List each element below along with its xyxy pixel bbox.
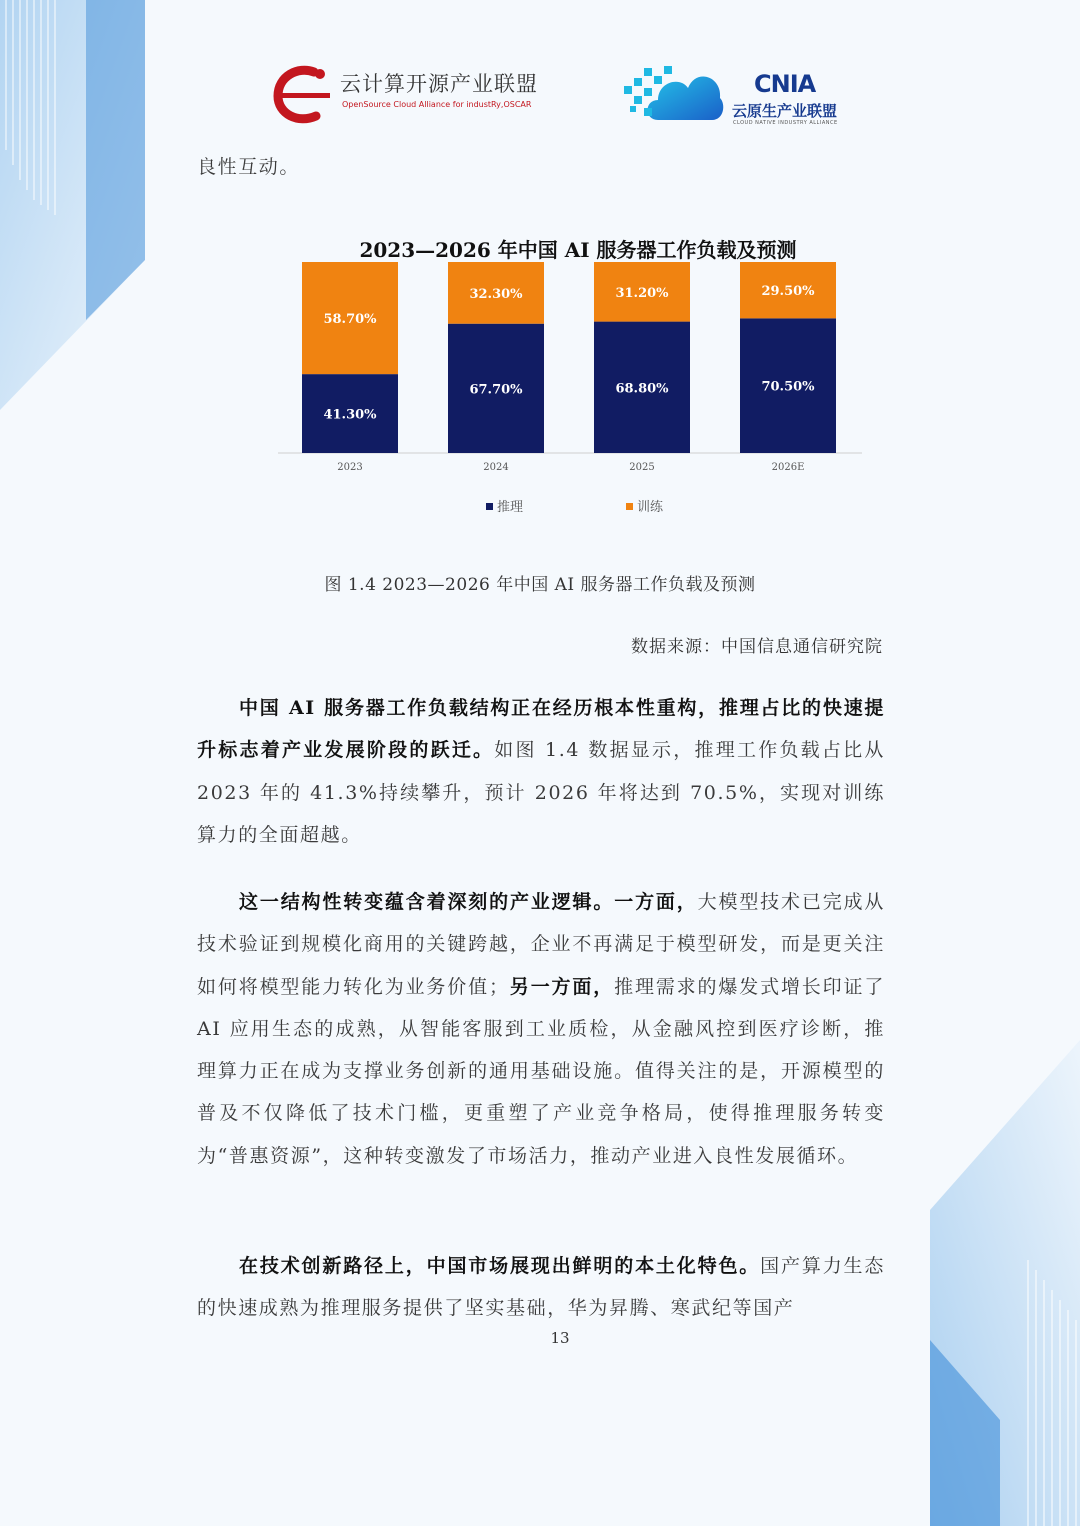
cnia-abbr: CNIA	[754, 70, 816, 98]
x-tick-label-2023: 2023	[337, 462, 363, 473]
x-tick-label-2024: 2024	[483, 462, 509, 473]
cnia-cloud-icon	[622, 62, 726, 128]
cnia-logo	[622, 62, 852, 128]
x-tick-label-2026E: 2026E	[771, 462, 805, 473]
paragraph-2-text-2: 推理需求的爆发式增长印证了 AI 应用生态的成熟，从智能客服到工业质检，从金融风控到医疗诊断，推理算力正在成为支撑业务创新的通用基础设施。值得关注的是，开源模型的普及不仅降低了技术门槛，更重塑了产业竞争格局，使得推理服务转变为“普惠资源”，这种转变激发了市场活力，推动产业进入良性发展循环。	[197, 975, 885, 1167]
page-number: 13	[550, 1329, 570, 1347]
figure-caption: 图 1.4 2023—2026 年中国 AI 服务器工作负载及预测	[324, 575, 756, 595]
paragraph-3-text: 国产算力生态的快速成熟为推理服务提供了坚实基础，华为昇腾、寒武纪等国产	[197, 1255, 885, 1320]
legend-swatch-training	[626, 503, 633, 510]
bar-label-2025-training: 31.20%	[615, 285, 669, 301]
corner-decoration-top-left	[0, 0, 160, 420]
bar-label-2025-inference: 68.80%	[615, 381, 669, 397]
oscar-name-en: OpenSource Cloud Alliance for industRy,OSCAR	[342, 100, 532, 109]
oscar-logo	[270, 62, 560, 124]
chart-title: 2023—2026 年中国 AI 服务器工作负载及预测	[359, 238, 797, 262]
paragraph-2-bold-2: 另一方面，	[509, 975, 615, 998]
corner-decoration-bottom-right	[920, 1040, 1080, 1526]
paragraph-1-bold: 中国 AI 服务器工作负载结构正在经历根本性重构，推理占比的快速提升标志着产业发展阶段的跃迁。	[197, 697, 885, 762]
paragraph-3-bold: 在技术创新路径上，中国市场展现出鲜明的本土化特色。	[239, 1255, 761, 1277]
oscar-name-cn: 云计算开源产业联盟	[340, 72, 538, 96]
bar-label-2026E-inference: 70.50%	[761, 379, 815, 395]
legend-swatch-inference	[486, 503, 493, 510]
paragraph-1-text: 如图 1.4 数据显示，推理工作负载占比从 2023 年的 41.3%持续攀升，预计 2026 年将达到 70.5%，实现对训练算力的全面超越。	[197, 739, 885, 846]
bar-label-2024-inference: 67.70%	[469, 382, 523, 398]
paragraph-2-text: 大模型技术已完成从技术验证到规模化商用的关键跨越，企业不再满足于模型研发，而是更关注如何将模型能力转化为业务价值；	[197, 891, 885, 998]
paragraph-1	[197, 687, 885, 856]
bar-label-2023-training: 58.70%	[323, 312, 377, 328]
cnia-name-cn: 云原生产业联盟	[732, 102, 838, 120]
paragraph-2-bold: 这一结构性转变蕴含着深刻的产业逻辑。一方面，	[239, 891, 698, 913]
bar-label-2026E-training: 29.50%	[761, 284, 815, 300]
x-tick-label-2025: 2025	[629, 462, 655, 473]
bar-label-2023-inference: 41.30%	[323, 407, 377, 423]
paragraph-3	[197, 1245, 885, 1330]
legend-label-training: 训练	[637, 500, 664, 515]
cnia-name-en: CLOUD NATIVE INDUSTRY ALLIANCE	[733, 120, 838, 126]
oscar-logo-icon	[270, 64, 332, 124]
bar-label-2024-training: 32.30%	[469, 286, 523, 302]
intro-fragment: 良性互动。	[197, 156, 301, 178]
legend-label-inference: 推理	[497, 500, 524, 515]
workload-stacked-bar-chart	[270, 255, 870, 530]
paragraph-2	[197, 881, 885, 1177]
data-source: 数据来源：中国信息通信研究院	[631, 637, 883, 657]
